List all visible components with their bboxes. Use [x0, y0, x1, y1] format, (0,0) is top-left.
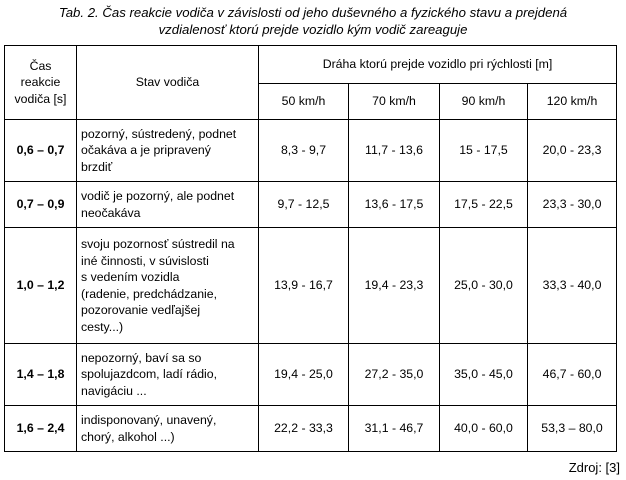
distance-cell: 15 - 17,5 — [440, 120, 528, 182]
driver-state-cell — [77, 182, 259, 228]
distance-cell: 13,9 - 16,7 — [259, 228, 349, 344]
distance-cell: 9,7 - 12,5 — [259, 182, 349, 228]
header-distance: Dráha ktorú prejde vozidlo pri rýchlosti [m] — [259, 46, 617, 84]
state-line: (radenie, predchádzanie, — [81, 286, 218, 301]
distance-cell: 53,3 – 80,0 — [528, 406, 617, 452]
table-row — [5, 228, 617, 344]
table-caption — [0, 4, 626, 38]
state-line: pozorný, sústredený, podnet — [81, 126, 237, 141]
state-line: s vedením vozidla — [81, 270, 180, 284]
reaction-time-cell: 1,4 – 1,8 — [5, 344, 77, 406]
caption-line-1: Tab. 2. Čas reakcie vodiča v závislosti od jeho duševného a fyzického stavu a prejdená — [58, 5, 568, 20]
distance-cell: 33,3 - 40,0 — [528, 228, 617, 344]
state-line: navigáciu ... — [81, 383, 147, 398]
state-line: pozorovanie vedľajšej — [81, 303, 201, 317]
source-note: Zdroj: [3] — [568, 460, 620, 475]
driver-state-cell — [77, 344, 259, 406]
reaction-time-cell: 0,6 – 0,7 — [5, 120, 77, 182]
distance-cell: 31,1 - 46,7 — [349, 406, 440, 452]
distance-cell: 8,3 - 9,7 — [259, 120, 349, 182]
state-line: brzdiť — [81, 159, 113, 174]
reaction-time-cell: 1,6 – 2,4 — [5, 406, 77, 452]
header-speed-120: 120 km/h — [528, 84, 617, 120]
reaction-time-table — [4, 45, 617, 452]
state-line: indisponovaný, unavený, — [81, 413, 217, 427]
caption-line-2: vzdialenosť ktorú prejde vozidlo kým vodič zareaguje — [158, 22, 468, 37]
state-line: vodič je pozorný, ale podnet — [81, 189, 235, 203]
reaction-time-cell: 0,7 – 0,9 — [5, 182, 77, 228]
header-driver-state: Stav vodiča — [77, 46, 259, 120]
distance-cell: 19,4 - 23,3 — [349, 228, 440, 344]
distance-cell: 20,0 - 23,3 — [528, 120, 617, 182]
reaction-time-cell: 1,0 – 1,2 — [5, 228, 77, 344]
driver-state-cell — [77, 228, 259, 344]
distance-cell: 22,2 - 33,3 — [259, 406, 349, 452]
state-line: cesty...) — [81, 319, 124, 334]
header-speed-70: 70 km/h — [349, 84, 440, 120]
driver-state-cell — [77, 120, 259, 182]
state-line: neočakáva — [81, 205, 141, 220]
distance-cell: 40,0 - 60,0 — [440, 406, 528, 452]
state-line: spolujazdcom, ladí rádio, — [81, 367, 218, 382]
driver-state-cell — [77, 406, 259, 452]
header-time-line-1: Čas — [29, 58, 52, 73]
header-row-1 — [5, 46, 617, 84]
table-row — [5, 344, 617, 406]
header-reaction-time — [5, 46, 77, 120]
state-line: chorý, alkohol ...) — [81, 429, 175, 444]
table-row — [5, 182, 617, 228]
state-line: iné činnosti, v súvislosti — [81, 253, 209, 268]
distance-cell: 46,7 - 60,0 — [528, 344, 617, 406]
state-line: nepozorný, baví sa so — [81, 350, 202, 365]
distance-cell: 13,6 - 17,5 — [349, 182, 440, 228]
distance-cell: 17,5 - 22,5 — [440, 182, 528, 228]
header-time-line-2: reakcie — [20, 75, 61, 90]
header-speed-50: 50 km/h — [259, 84, 349, 120]
distance-cell: 35,0 - 45,0 — [440, 344, 528, 406]
distance-cell: 19,4 - 25,0 — [259, 344, 349, 406]
state-line: očakáva a je pripravený — [81, 143, 211, 158]
distance-cell: 25,0 - 30,0 — [440, 228, 528, 344]
distance-cell: 23,3 - 30,0 — [528, 182, 617, 228]
table-row — [5, 406, 617, 452]
table-row — [5, 120, 617, 182]
header-speed-90: 90 km/h — [440, 84, 528, 120]
distance-cell: 27,2 - 35,0 — [349, 344, 440, 406]
distance-cell: 11,7 - 13,6 — [349, 120, 440, 182]
state-line: svoju pozornosť sústredil na — [81, 237, 235, 251]
header-time-line-3: vodiča [s] — [14, 91, 67, 106]
